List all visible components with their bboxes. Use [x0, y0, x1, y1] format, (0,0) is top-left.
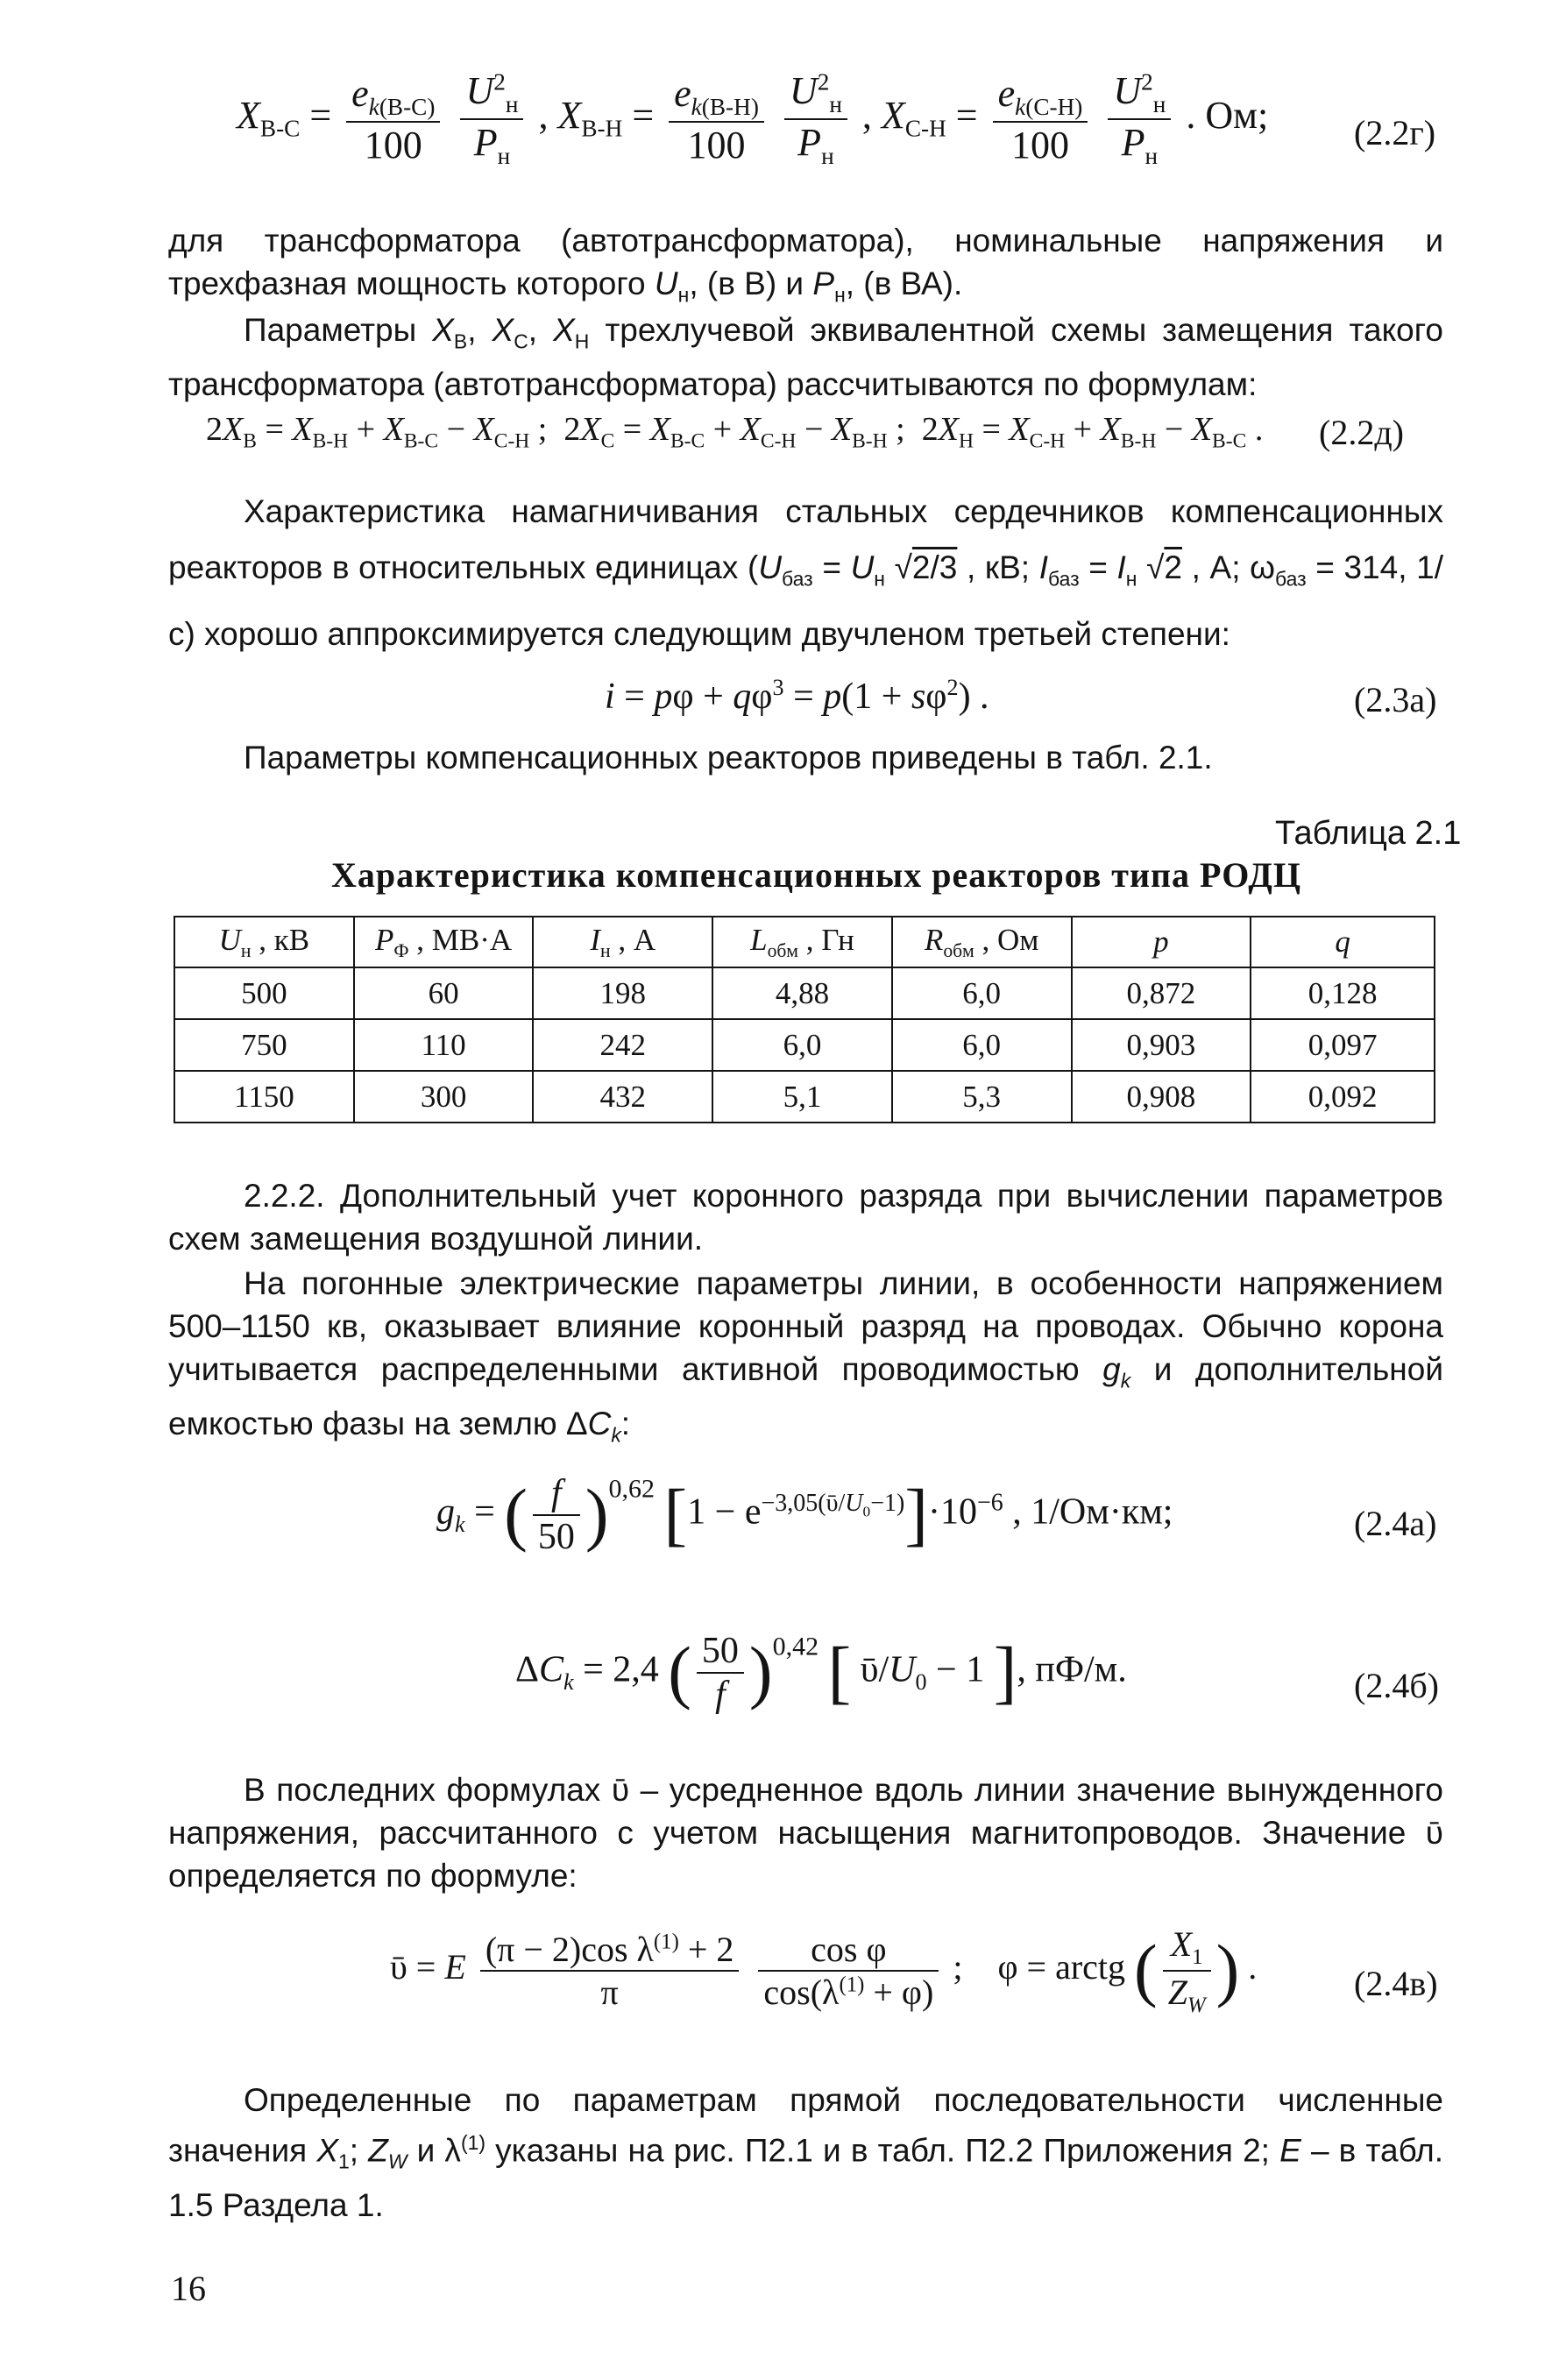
- table-row: [174, 1071, 1435, 1123]
- equation-2-3a: $i = p\varphi + q\varphi^3 = p(1 + s\varphi^2)$ .: [605, 675, 989, 717]
- table-row: [174, 1019, 1435, 1071]
- section-title: Дополнительный учет коронного разряда при вычислении параметров схем замещения воздушной линии.: [168, 1178, 1443, 1257]
- table-header-cell: q: [1251, 917, 1435, 967]
- table-cell: 750: [174, 1019, 354, 1071]
- equation-number: (2.4б): [1354, 1666, 1439, 1705]
- paragraph: для трансформатора (автотрансформатора), номинальные напряжения и трехфазная мощность которого $U_н$, (в В) и $P_н$, (в ВА).: [168, 223, 1443, 307]
- table-cell: 5,1: [712, 1071, 892, 1123]
- table-cell: 6,0: [892, 1019, 1072, 1071]
- paragraph: Параметры компенсационных реакторов приведены в табл. 2.1.: [244, 740, 1213, 776]
- table-cell: 0,092: [1251, 1071, 1435, 1123]
- table-cell: 1150: [174, 1071, 354, 1123]
- table-cell: 0,903: [1072, 1019, 1251, 1071]
- section-heading: [168, 1174, 1443, 1260]
- paragraph: На погонные электрические параметры линии, в особенности напряжением 500–1150 кв, оказывает влияние коронный разряд на проводах. Обычно корона учитывается распределенными активной проводимостью $g_k$ и дополнительной емкостью фазы на землю $\Delta C_k$:: [168, 1265, 1443, 1447]
- equation-number: (2.3а): [1354, 680, 1437, 719]
- table-cell: 0,128: [1251, 967, 1435, 1019]
- table-cell: 300: [354, 1071, 534, 1123]
- table-cell: 5,3: [892, 1071, 1072, 1123]
- equation-number: (2.2д): [1319, 413, 1404, 452]
- paragraph: В последних формулах ῡ – усредненное вдоль линии значение вынужденного напряжения, рассчитанного с учетом насыщения магнитопроводов. Значение ῡ определяется по формуле:: [168, 1772, 1443, 1894]
- page-number: 16: [171, 2269, 206, 2308]
- table-cell: 0,872: [1072, 967, 1251, 1019]
- table-header-cell: $U_н$ , кВ: [174, 917, 354, 967]
- table-cell: 60: [354, 967, 534, 1019]
- table-header-cell: $P_Ф$ , МВ·А: [354, 917, 534, 967]
- equation-2-2d: $2X_В = X_{В-Н} + X_{В-С} - X_{С-Н}$ ; $2X_С = X_{В-С} + X_{С-Н} - X_{В-Н}$ ; $2X_Н = X_{С-Н} + X_{В-Н} - X_{В-С}$ .: [206, 411, 1264, 453]
- paragraph: Определенные по параметрам прямой последовательности численные значения $X_1$; $Z_W$ и $\lambda^{(1)}$ указаны на рис. П2.1 и в табл. П2.2 Приложения 2; E – в табл. 1.5 Раздела 1.: [168, 2082, 1443, 2223]
- table-header-cell: $R_{обм}$ , Ом: [892, 917, 1072, 967]
- table-cell: 110: [354, 1019, 534, 1071]
- equation-2-4a: $g_k$ = ( $\frac{f}{50}$ )$^{0,62}$ $[1 - e^{-3,05(ῡ/U_0-1)}]\cdot 10^{-6}$ , 1/Ом·км;: [436, 1473, 1173, 1557]
- table-label: Таблица 2.1: [1275, 815, 1462, 852]
- table-row: [174, 967, 1435, 1019]
- equation-number: (2.2г): [1354, 113, 1436, 152]
- table-cell: 242: [533, 1019, 712, 1071]
- table-cell: 4,88: [712, 967, 892, 1019]
- reactor-table: [174, 916, 1435, 1123]
- equation-2-4v: ῡ = E $\frac{(\pi - 2)\cos \lambda^{(1)} + 2}{\pi}$ $\frac{\text{cos φ}}{\cos(\lambda^{(1)} + \varphi)}$ ; φ = arctg ( $\frac{X_1}{Z_W}$ ) .: [390, 1924, 1258, 2017]
- table-cell: 6,0: [712, 1019, 892, 1071]
- table-cell: 500: [174, 967, 354, 1019]
- table-header-cell: $I_н$ , А: [533, 917, 712, 967]
- equation-2-4b: $\Delta C_k = 2,4$ ( $\frac{50}{f}$ )$^{0,42}$ [ $ῡ/U_0 - 1$ ], пФ/м.: [515, 1631, 1127, 1715]
- table-header-row: [174, 917, 1435, 967]
- section-number: 2.2.2.: [244, 1178, 325, 1214]
- table-cell: 6,0: [892, 967, 1072, 1019]
- equation-number: (2.4в): [1354, 1964, 1438, 2003]
- table-cell: 198: [533, 967, 712, 1019]
- table-cell: 432: [533, 1071, 712, 1123]
- equation-2-2g: $X_{В-С}$ = $\frac{e_{k(В-С)}}{100}$ $\frac{U^2_н}{P_н}$ , $X_{В-Н}$ = $\frac{e_{k(В-Н)}}{100}$ $\frac{U^2_н}{P_н}$ , $X_{С-Н}$ = $\frac{e_{k(С-Н)}}{100}$ $\frac{U^2_н}{P_н}$ . Ом;: [237, 68, 1269, 169]
- table-title: Характеристика компенсационных реакторов типа РОДЦ: [331, 855, 1301, 895]
- table-cell: 0,097: [1251, 1019, 1435, 1071]
- paragraph: Характеристика намагничивания стальных сердечников компенсационных реакторов в относительных единицах ($U_{баз} = U_н$ √2/3 , кВ; $I_{баз} = I_н$ √2 , А; $\omega_{баз} = 314$, 1/с) хорошо аппроксимируется следующим двучленом третьей степени:: [168, 493, 1444, 653]
- paragraph: Параметры $X_В$, $X_С$, $X_Н$ трехлучевой эквивалентной схемы замещения такого трансформатора (автотрансформатора) рассчитываются по формулам:: [168, 312, 1444, 403]
- equation-number: (2.4а): [1354, 1504, 1437, 1543]
- table-header-cell: p: [1072, 917, 1251, 967]
- table-cell: 0,908: [1072, 1071, 1251, 1123]
- table-header-cell: $L_{обм}$ , Гн: [712, 917, 892, 967]
